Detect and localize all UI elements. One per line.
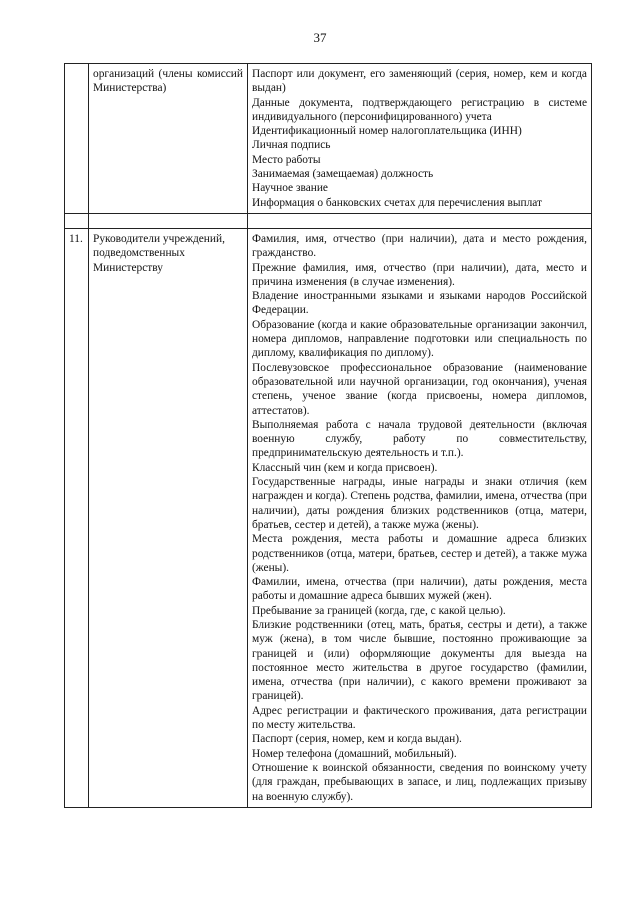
data-item: Информация о банковских счетах для перечисления выплат <box>252 196 543 209</box>
category-text: организаций (члены комиссий Министерства) <box>93 68 243 95</box>
data-item: Пребывание за границей (когда, где, с какой целью). <box>252 604 506 617</box>
data-item: Фамилия, имя, отчество (при наличии), дата и место рождения, гражданство. <box>252 232 587 260</box>
row-category <box>89 228 248 807</box>
personal-data-table <box>64 63 592 808</box>
row-number <box>65 64 89 214</box>
row-number: 11. <box>65 228 89 807</box>
data-item: Научное звание <box>252 182 328 195</box>
row-data-items <box>248 228 592 807</box>
page-number: 37 <box>313 30 327 45</box>
data-item: Владение иностранными языками и языками народов Российской Федерации. <box>252 290 587 317</box>
data-item: Фамилии, имена, отчества (при наличии), даты рождения, места работы и домашние адреса бывших мужей (жен). <box>252 576 587 603</box>
data-item: Паспорт или документ, его заменяющий (серия, номер, кем и когда выдан) <box>252 68 587 95</box>
data-item: Места рождения, места работы и домашние адреса близких родственников (отца, матери, братьев, сестер и детей), а также мужа (жены). <box>252 533 587 574</box>
data-item: Отношение к воинской обязанности, сведения по воинскому учету (для граждан, пребывающих в запасе, и лиц, подлежащих призыву на военную службу). <box>252 761 587 803</box>
data-item: Государственные награды, иные награды и знаки отличия (кем награжден и когда). Степень родства, фамилии, имена, отчества (при наличии), даты рождения близких родственников (отца, матери, братьев, сестер и детей), а также мужа (жены). <box>252 476 587 531</box>
row-category <box>89 64 248 214</box>
data-item: Номер телефона (домашний, мобильный). <box>252 747 457 760</box>
data-item: Паспорт (серия, номер, кем и когда выдан). <box>252 733 462 746</box>
data-item: Занимаемая (замещаемая) должность <box>252 168 434 181</box>
row-gap <box>65 213 592 228</box>
data-item: Классный чин (кем и когда присвоен). <box>252 461 438 474</box>
gap-cell <box>248 213 592 228</box>
gap-cell <box>89 213 248 228</box>
row-data-items <box>248 64 592 214</box>
data-item: Близкие родственники (отец, мать, братья, сестры и дети), а также муж (жена), в том числе бывшие, постоянно проживающие за границей и (или) оформляющие документы для выезда на постоянное место жительства в другое государство (фамилии, имена, отчества (при наличии), с какого времени проживают за границей). <box>252 618 587 703</box>
data-item: Прежние фамилия, имя, отчество (при наличии), дата, место и причина изменения (в случае изменения). <box>252 261 587 288</box>
data-item: Личная подпись <box>252 139 331 152</box>
data-item: Место работы <box>252 153 321 166</box>
data-item: Идентификационный номер налогоплательщика (ИНН) <box>252 125 522 138</box>
category-text: Руководители учреждений, подведомственных Министерству <box>93 232 225 274</box>
table-row <box>65 64 592 214</box>
gap-cell <box>65 213 89 228</box>
table-row <box>65 228 592 807</box>
data-item: Данные документа, подтверждающего регистрацию в системе индивидуального (персонифицированного) учета <box>252 96 587 123</box>
data-item: Образование (когда и какие образовательные организации закончил, номера дипломов, направление подготовки или специальность по диплому, квалификация по диплому). <box>252 318 587 360</box>
data-item: Послевузовское профессиональное образование (наименование образовательной или научной организации, год окончания), ученая степень, ученое звание (когда присвоены, номера дипломов, аттестатов). <box>252 361 587 417</box>
data-item: Адрес регистрации и фактического проживания, дата регистрации по месту жительства. <box>252 704 587 732</box>
data-item: Выполняемая работа с начала трудовой деятельности (включая военную службу, работу по совместительству, предпринимательскую деятельность и т.п.). <box>252 418 587 460</box>
